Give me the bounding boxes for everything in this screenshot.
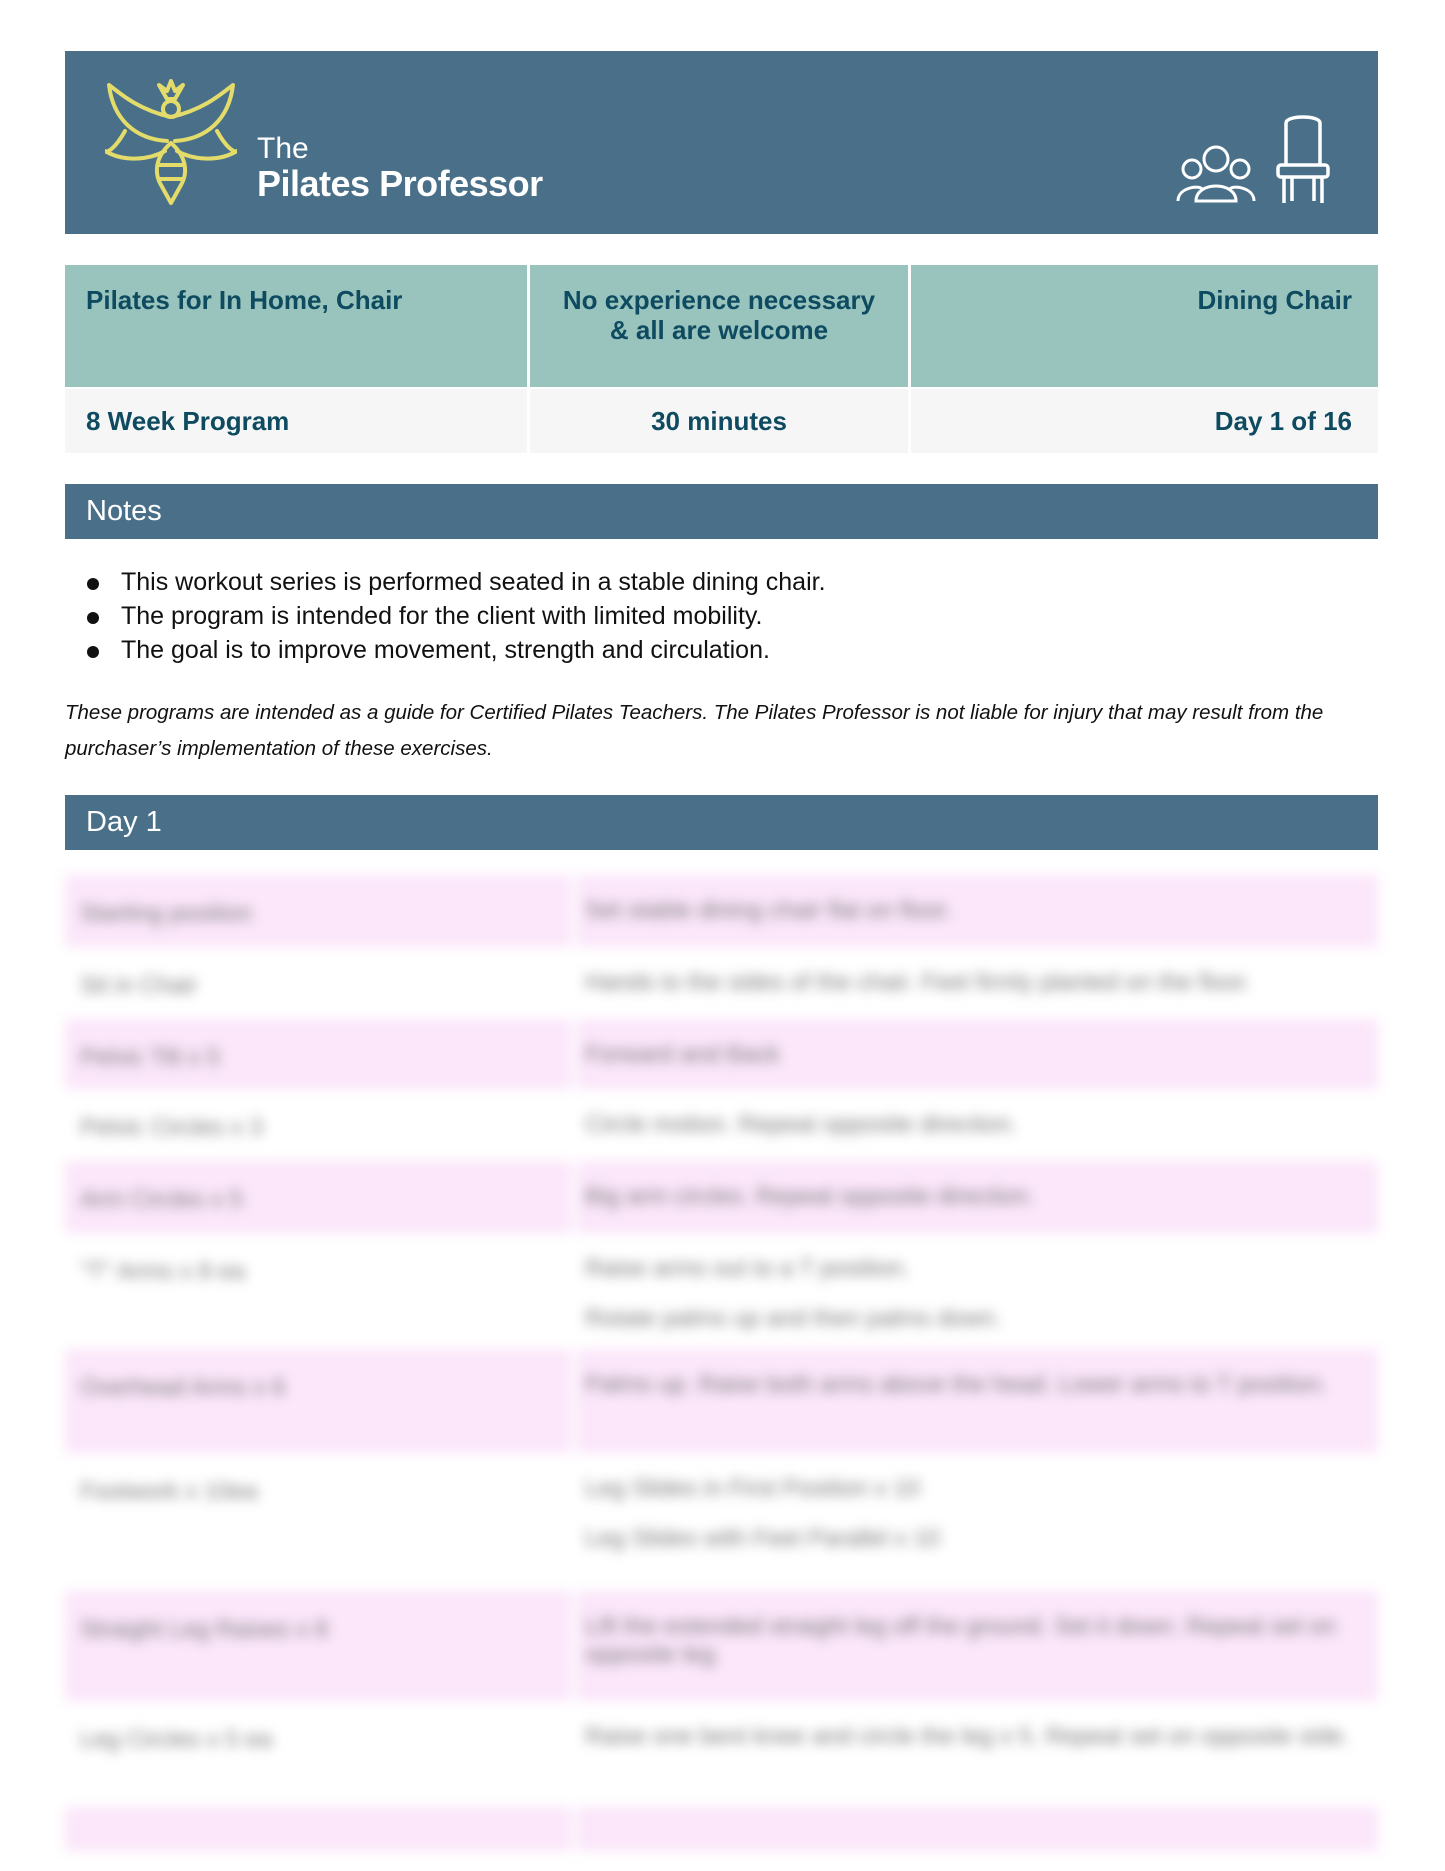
exercise-details: Hands to the sides of the chair. Feet firmly planted on the floor.: [571, 947, 1378, 1019]
notes-header: Notes: [65, 484, 1378, 539]
exercise-details: Lift the extended straight leg off the ground. Set it down. Repeat set on opposite leg.: [571, 1591, 1378, 1701]
page: [65, 51, 1378, 1851]
list-item: This workout series is performed seated in a stable dining chair.: [87, 565, 1378, 599]
exercise-name: Pelvic Tilt x 5: [80, 1044, 221, 1071]
experience-line-1: No experience necessary: [562, 285, 876, 315]
list-item: The program is intended for the client with limited mobility.: [87, 599, 1378, 633]
list-item: The goal is to improve movement, strength and circulation.: [87, 633, 1378, 667]
table-row: [65, 1233, 1378, 1349]
exercise-name: [65, 1807, 571, 1851]
disclaimer: These programs are intended as a guide for Certified Pilates Teachers. The Pilates Professor is not liable for injury that may result from the purchaser’s implementation of these exercises.: [65, 701, 1324, 760]
table-row: [65, 875, 1378, 947]
exercise-table: [65, 875, 1378, 1851]
group-icon: [1176, 143, 1256, 205]
header-icons: [1176, 113, 1330, 205]
exercise-name: Footwork x 10ea: [80, 1478, 258, 1505]
exercise-name: Leg Circles x 5 ea: [80, 1726, 273, 1753]
table-row: [65, 1349, 1378, 1453]
program-duration: 8 Week Program: [65, 389, 527, 453]
day-header: Day 1: [65, 795, 1378, 850]
exercise-name: Overhead Arms x 6: [80, 1374, 286, 1401]
table-row: [65, 1453, 1378, 1591]
table-row: [65, 1161, 1378, 1233]
table-row: [65, 1701, 1378, 1807]
exercise-name: Starting position: [80, 900, 253, 927]
session-length: 30 minutes: [530, 389, 908, 453]
table-row: [65, 1591, 1378, 1701]
day-counter: Day 1 of 16: [911, 389, 1378, 453]
chair-icon: [1276, 113, 1330, 205]
notes-list: [65, 565, 1378, 667]
experience-line-2: & all are welcome: [609, 315, 829, 345]
exercise-details: Forward and Back: [571, 1019, 1378, 1089]
exercise-details: Circle motion. Repeat opposite direction.: [571, 1089, 1378, 1161]
program-name: Pilates for In Home, Chair: [65, 265, 527, 387]
exercise-details: Big arm circles. Repeat opposite direction.: [571, 1161, 1378, 1233]
brand-wordmark: [257, 133, 543, 203]
header-banner: [65, 51, 1378, 234]
exercise-name: Straight Leg Raises x 8: [80, 1616, 329, 1643]
exercise-name: "T" Arms x 8 ea: [80, 1258, 246, 1285]
experience-level: [530, 265, 908, 387]
table-row: [65, 1089, 1378, 1161]
exercise-name: Arm Circles x 5: [80, 1186, 243, 1213]
exercise-name: Sit in Chair: [80, 972, 198, 999]
table-row: [65, 947, 1378, 1019]
exercise-details: Set stable dining chair flat on floor.: [571, 875, 1378, 947]
exercise-details: Palms up. Raise both arms above the head. Lower arms to T position.: [571, 1349, 1378, 1453]
exercise-details: [571, 1807, 1378, 1851]
program-info-table: [62, 265, 1381, 453]
exercise-details: Raise one bent knee and circle the leg x 5. Repeat set on opposite side.: [571, 1701, 1378, 1807]
table-row: [65, 1019, 1378, 1089]
brand-the: The: [257, 132, 309, 165]
bee-logo-icon: [105, 79, 237, 207]
exercise-name: Pelvic Circles x 3: [80, 1114, 263, 1141]
table-row: [65, 1807, 1378, 1851]
exercise-details: Raise arms out to a T position. Rotate palms up and then palms down.: [571, 1233, 1378, 1349]
equipment: Dining Chair: [911, 265, 1378, 387]
exercise-details: Leg Slides in First Position x 10 Leg Slides with Feet Parallel x 10: [571, 1453, 1378, 1591]
brand-name: Pilates Professor: [257, 163, 543, 204]
